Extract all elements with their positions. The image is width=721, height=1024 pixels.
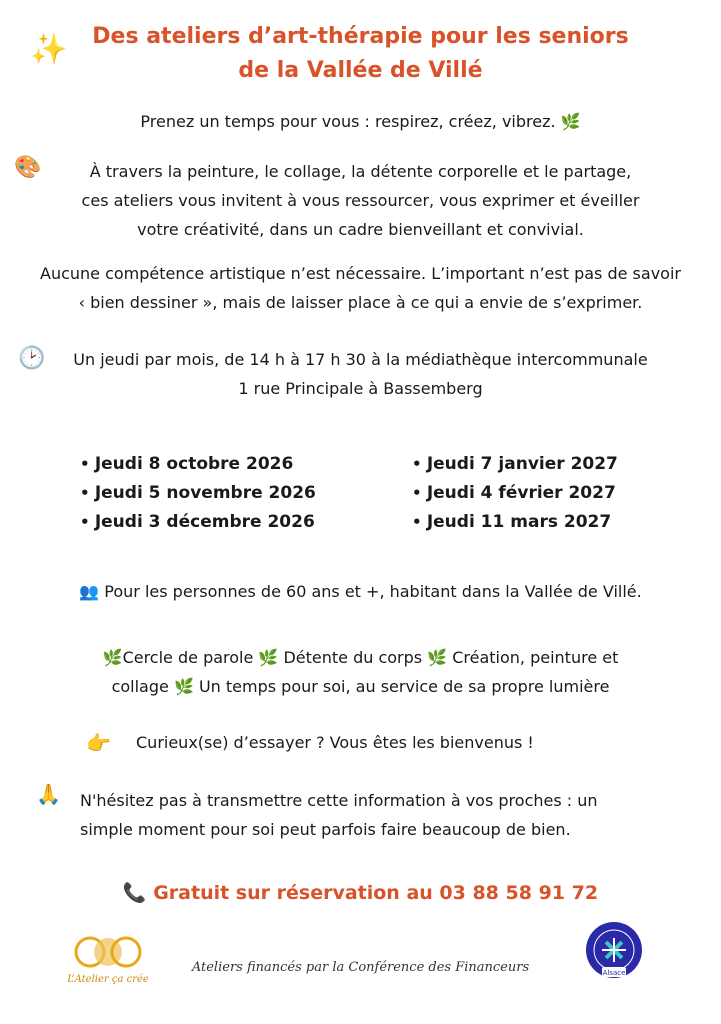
- share-text: [80, 786, 598, 844]
- date-item: • Jeudi 3 décembre 2026: [80, 508, 316, 537]
- booking-text: Gratuit sur réservation au 03 88 58 91 72: [153, 882, 599, 904]
- activity-label: Un temps pour soi, au service de sa propre lumière: [198, 677, 610, 696]
- intro-label: Prenez un temps pour vous : respirez, créez, vibrez.: [140, 112, 556, 131]
- dates-right-list: [412, 450, 618, 537]
- activity-label: Détente du corps: [283, 648, 423, 667]
- activity-label: collage: [111, 677, 169, 696]
- activity-label: Cercle de parole: [122, 648, 254, 667]
- schedule-line1: Un jeudi par mois, de 14 h à 17 h 30 à la médiathèque intercommunale: [73, 350, 648, 369]
- audience-text: [0, 577, 721, 606]
- leaf-icon: 🌿: [555, 112, 581, 131]
- activities-line1: [0, 643, 721, 672]
- curious-text: Curieux(se) d’essayer ? Vous êtes les bienvenus !: [136, 733, 534, 752]
- paragraph2-line1: Aucune compétence artistique n’est nécessaire. L’important n’est pas de savoir: [40, 264, 681, 283]
- audience-label: Pour les personnes de 60 ans et +, habitant dans la Vallée de Villé.: [104, 582, 642, 601]
- share-line1: N'hésitez pas à transmettre cette information à vos proches : un: [80, 791, 598, 810]
- activities-line2: [0, 672, 721, 701]
- pointing-hand-icon: 👉: [86, 731, 111, 755]
- activity-label: Création, peinture et: [452, 648, 619, 667]
- conference-logo-text: Alsace: [602, 969, 626, 977]
- leaf-icon: 🌿: [427, 648, 453, 667]
- paragraph1-line1: À travers la peinture, le collage, la détente corporelle et le partage,: [89, 162, 632, 181]
- schedule-line2: 1 rue Principale à Bassemberg: [238, 379, 483, 398]
- date-item: • Jeudi 7 janvier 2027: [412, 450, 618, 479]
- share-line2: simple moment pour soi peut parfois faire beaucoup de bien.: [80, 820, 571, 839]
- praying-hands-icon: 🙏: [36, 782, 61, 806]
- funding-credit: Ateliers financés par la Conférence des Financeurs: [191, 960, 530, 975]
- booking-line: [0, 881, 721, 904]
- intro-text: [0, 107, 721, 136]
- page-title-line1: Des ateliers d’art-thérapie pour les seniors: [92, 24, 629, 49]
- paragraph2-line2: ‹ bien dessiner », mais de laisser place à ce qui a envie de s’exprimer.: [78, 293, 643, 312]
- date-item: • Jeudi 8 octobre 2026: [80, 450, 316, 479]
- date-item: • Jeudi 5 novembre 2026: [80, 479, 316, 508]
- clock-icon: 🕑: [18, 346, 46, 371]
- page-title-line2: de la Vallée de Villé: [238, 58, 483, 83]
- date-item: • Jeudi 4 février 2027: [412, 479, 618, 508]
- date-item: • Jeudi 11 mars 2027: [412, 508, 618, 537]
- palette-icon: 🎨: [14, 155, 42, 180]
- phone-icon: 📞: [122, 882, 154, 904]
- paragraph1-line3: votre créativité, dans un cadre bienveillant et convivial.: [137, 220, 584, 239]
- dates-left-list: [80, 450, 316, 537]
- paragraph1-line2: ces ateliers vous invitent à vous ressourcer, vous exprimer et éveiller: [81, 191, 640, 210]
- leaf-icon: 🌿: [173, 677, 199, 696]
- conference-financeurs-logo: [584, 920, 644, 980]
- leaf-icon: 🌿: [258, 648, 284, 667]
- leaf-icon: 🌿: [102, 648, 123, 667]
- sparkles-icon: ✨: [30, 32, 68, 67]
- people-icon: 👥: [79, 582, 105, 601]
- atelier-logo-text: L’Atelier ça crée: [68, 974, 148, 985]
